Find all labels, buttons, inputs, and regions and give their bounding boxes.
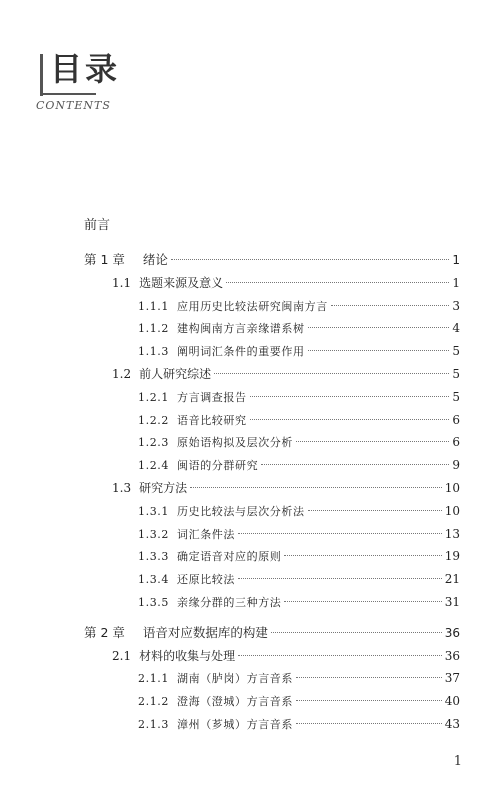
toc-entry-section[interactable] [112, 366, 460, 382]
toc-entry-sub[interactable] [138, 670, 460, 687]
toc-entry-page: 43 [444, 717, 460, 731]
toc-leader-dots [261, 464, 449, 465]
toc-entry-page: 5 [452, 389, 460, 404]
toc-entry-page: 9 [452, 458, 460, 473]
toc-entry-sub[interactable] [138, 389, 460, 406]
toc-leader-dots [226, 282, 449, 283]
toc-entry-title: 亲缘分群的三种方法 [177, 596, 282, 609]
toc-entry-number: 2.1.1 [138, 672, 169, 686]
toc-entry-page: 4 [452, 321, 460, 336]
toc-leader-dots [284, 555, 441, 556]
toc-entry-page: 6 [452, 412, 460, 427]
toc-entry-number: 2.1 [112, 648, 132, 663]
header-base-rule [40, 93, 96, 95]
toc-entry-number: 1.3.2 [138, 527, 169, 541]
toc-entry-number: 1.1 [112, 275, 132, 290]
toc-entry-section[interactable] [112, 480, 460, 496]
toc-entry-number: 1.1.1 [138, 299, 169, 313]
toc-entry-title: 确定语音对应的原则 [177, 550, 282, 564]
toc-entry-number: 1.1.3 [138, 345, 169, 359]
toc-entry-sub[interactable] [138, 503, 460, 520]
toc-entry-number: 第 2 章 [84, 624, 125, 640]
toc-entry-title: 建构闽南方言亲缘谱系树 [177, 322, 305, 336]
toc-entry-section[interactable] [112, 648, 460, 664]
toc-entry-title: 研究方法 [139, 481, 188, 495]
page-title: 目录 [50, 50, 121, 88]
toc-leader-dots [238, 578, 442, 579]
toc-leader-dots [308, 327, 450, 328]
toc-entry-page: 1 [452, 275, 460, 290]
toc-entry-number: 1.2 [112, 367, 132, 381]
toc-leader-dots [171, 259, 449, 260]
toc-entry-page: 21 [444, 572, 460, 587]
toc-leader-dots [238, 655, 442, 656]
toc-entry-number: 1.3 [112, 481, 132, 495]
toc-entry-sub[interactable] [138, 594, 460, 611]
toc-leader-dots [238, 533, 442, 534]
toc-entry-title: 阐明词汇条件的重要作用 [177, 345, 305, 359]
toc-entry-sub[interactable] [138, 548, 460, 565]
toc-entry-title: 漳州（芗城）方言音系 [177, 718, 293, 731]
toc-entry-sub[interactable] [138, 320, 460, 337]
toc-entry-page: 3 [452, 298, 460, 313]
toc-entry-number: 2.1.2 [138, 695, 169, 709]
toc-entry-chapter[interactable] [84, 625, 460, 641]
toc-entry-number: 第 1 章 [84, 252, 125, 267]
toc-leader-dots [284, 601, 441, 602]
toc-entry-page: 31 [444, 595, 460, 609]
toc-entry-number: 2.1.3 [138, 718, 169, 731]
toc-leader-dots [331, 305, 450, 306]
toc-entry-number: 1.1.2 [138, 322, 169, 336]
toc-entry-number: 1.3.5 [138, 596, 169, 609]
toc-entry-page: 10 [444, 503, 460, 518]
toc-entry-sub[interactable] [138, 434, 460, 451]
toc-entry-page: 5 [452, 367, 460, 381]
toc-entry-number: 1.3.4 [138, 573, 169, 587]
toc-entry-title: 方言调查报告 [177, 390, 247, 404]
toc-entry-number: 1.2.2 [138, 413, 169, 427]
toc-entry-page: 36 [444, 625, 460, 640]
toc-leader-dots [296, 677, 442, 678]
toc-entry-title: 绪论 [142, 252, 168, 267]
toc-entry-sub[interactable] [138, 343, 460, 360]
toc-entry-title: 还原比较法 [177, 573, 235, 587]
toc-entry-page: 6 [452, 435, 460, 450]
toc-entry-title: 语音对应数据库的构建 [142, 624, 268, 640]
toc-leader-dots [190, 487, 442, 488]
toc-entry-sub[interactable] [138, 716, 460, 733]
toc-entry-chapter[interactable] [84, 252, 460, 268]
toc-entry-number: 1.2.1 [138, 390, 169, 404]
toc-entry-number: 1.2.3 [138, 436, 169, 450]
toc-entry-page: 19 [444, 549, 460, 564]
toc-entry-page: 36 [444, 648, 460, 663]
toc-entry-title: 词汇条件法 [177, 527, 235, 541]
toc-entry-page: 40 [444, 694, 460, 709]
toc-entry-title: 湖南（胪岗）方言音系 [177, 672, 293, 686]
toc-entry-page: 37 [444, 671, 460, 686]
toc-entry-number: 1.3.3 [138, 550, 169, 564]
toc-leader-dots [250, 396, 450, 397]
toc-leader-dots [308, 350, 450, 351]
toc-leader-dots [271, 632, 442, 633]
toc-entry-section[interactable] [112, 275, 460, 291]
toc-leader-dots [296, 723, 442, 724]
toc-entry-page: 13 [444, 526, 460, 541]
toc-entry-page: 10 [444, 481, 460, 495]
toc-entry-sub[interactable] [138, 526, 460, 543]
toc-entry-title: 历史比较法与层次分析法 [177, 504, 305, 518]
page-subtitle: CONTENTS [36, 99, 111, 112]
toc-entry-page: 1 [452, 253, 460, 267]
toc-entry-page: 5 [452, 344, 460, 359]
toc-entry-number: 1.3.1 [138, 504, 169, 518]
toc-entry-title: 澄海（澄城）方言音系 [177, 695, 293, 709]
toc-leader-dots [296, 441, 449, 442]
toc-leader-dots [308, 510, 442, 511]
toc-leader-dots [296, 700, 442, 701]
header-rule [40, 54, 43, 96]
toc-entry-sub[interactable] [138, 693, 460, 710]
toc-entry-number: 1.2.4 [138, 459, 169, 473]
toc-entry-sub[interactable] [138, 571, 460, 588]
toc-entry-title: 闽语的分群研究 [177, 459, 259, 473]
toc-preface[interactable]: 前言 [84, 218, 111, 233]
toc-entry-sub[interactable] [138, 298, 460, 315]
toc-entry-title: 应用历史比较法研究闽南方言 [177, 299, 328, 313]
toc-entry-title: 前人研究综述 [139, 367, 212, 381]
toc-entry-title: 材料的收集与处理 [139, 648, 236, 663]
toc-entry-sub[interactable] [138, 457, 460, 474]
toc-entry-sub[interactable] [138, 412, 460, 429]
toc-entry-title: 语音比较研究 [177, 413, 247, 427]
toc-entry-title: 选题来源及意义 [139, 275, 224, 290]
toc-leader-dots [250, 419, 450, 420]
toc-entry-title: 原始语构拟及层次分析 [177, 436, 293, 450]
page-number: 1 [453, 754, 462, 769]
toc-leader-dots [214, 373, 449, 374]
